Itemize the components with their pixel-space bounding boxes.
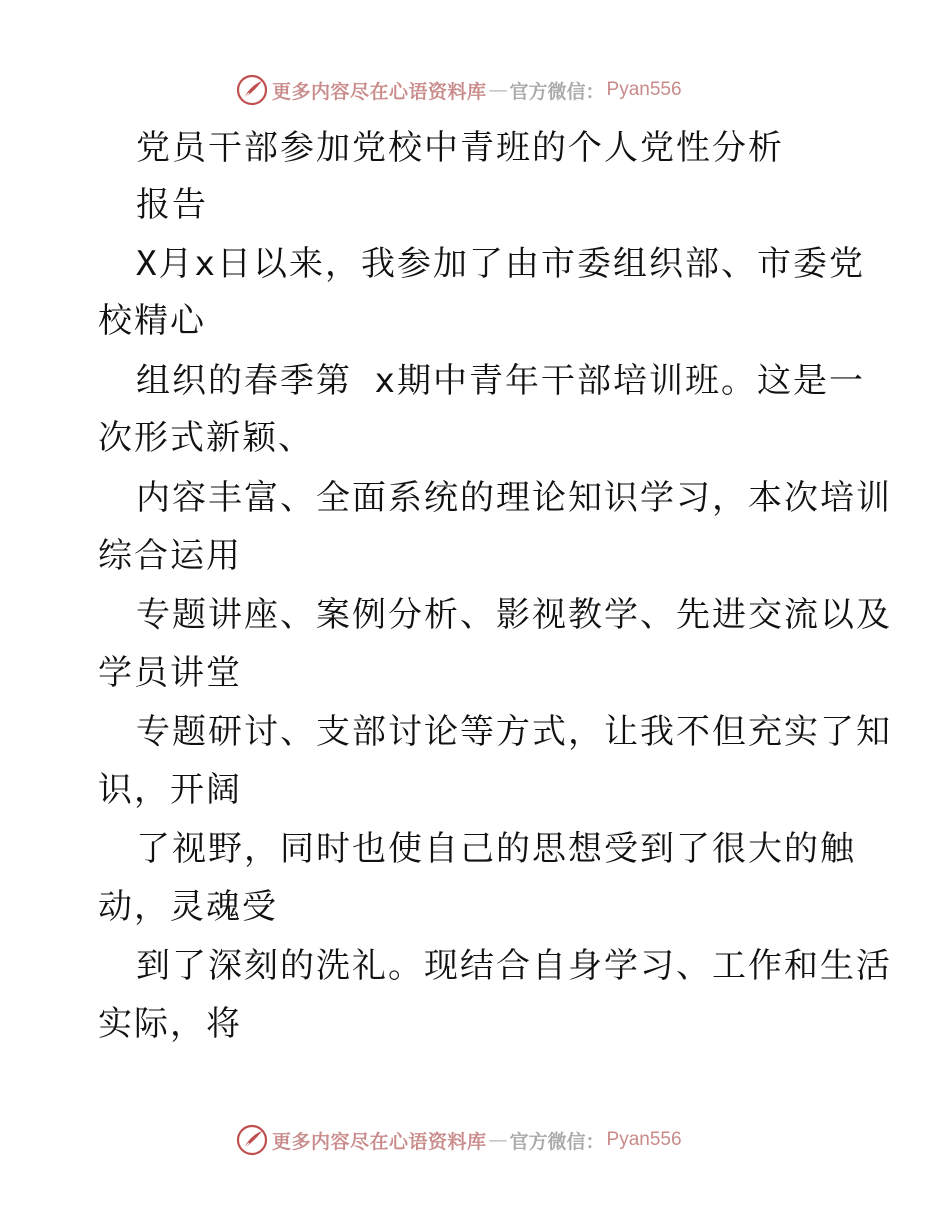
body-line: 了视野，同时也使自己的思想受到了很大的触 [136,829,856,869]
quill-logo-icon [236,1124,268,1156]
watermark-dash: — [488,79,508,101]
body-line: 学员讲堂 [98,653,242,693]
header-watermark [236,72,682,108]
body-line: 校精心 [98,301,206,341]
watermark-id: Pyan556 [606,1129,682,1150]
watermark-label: 官方微信： [509,1130,605,1153]
watermark-brand-text: 更多内容尽在心语资料库 [272,1130,487,1153]
footer-watermark [236,1122,682,1158]
body-line: 组织的春季第 x期中青年干部培训班。这是一 [136,361,865,401]
watermark-label: 官方微信： [509,80,605,103]
body-line: 内容丰富、全面系统的理论知识学习，本次培训 [136,478,892,518]
body-line: 识，开阔 [98,770,242,810]
watermark-id: Pyan556 [606,79,682,100]
body-line: X月x日以来，我参加了由市委组织部、市委党 [136,244,865,284]
body-line: 党员干部参加党校中青班的个人党性分析 [136,128,784,168]
body-line: 综合运用 [98,536,242,576]
body-line: 次形式新颖、 [98,418,314,458]
watermark-dash: — [488,1129,508,1151]
body-line: 到了深刻的洗礼。现结合自身学习、工作和生活 [136,946,892,986]
quill-logo-icon [236,74,268,106]
body-line: 动，灵魂受 [98,887,278,927]
body-line: 实际，将 [98,1004,242,1044]
body-line: 专题讲座、案例分析、影视教学、先进交流以及 [136,595,892,635]
body-line: 专题研讨、支部讨论等方式，让我不但充实了知 [136,712,892,752]
watermark-brand-text: 更多内容尽在心语资料库 [272,80,487,103]
body-line: 报告 [136,185,208,225]
